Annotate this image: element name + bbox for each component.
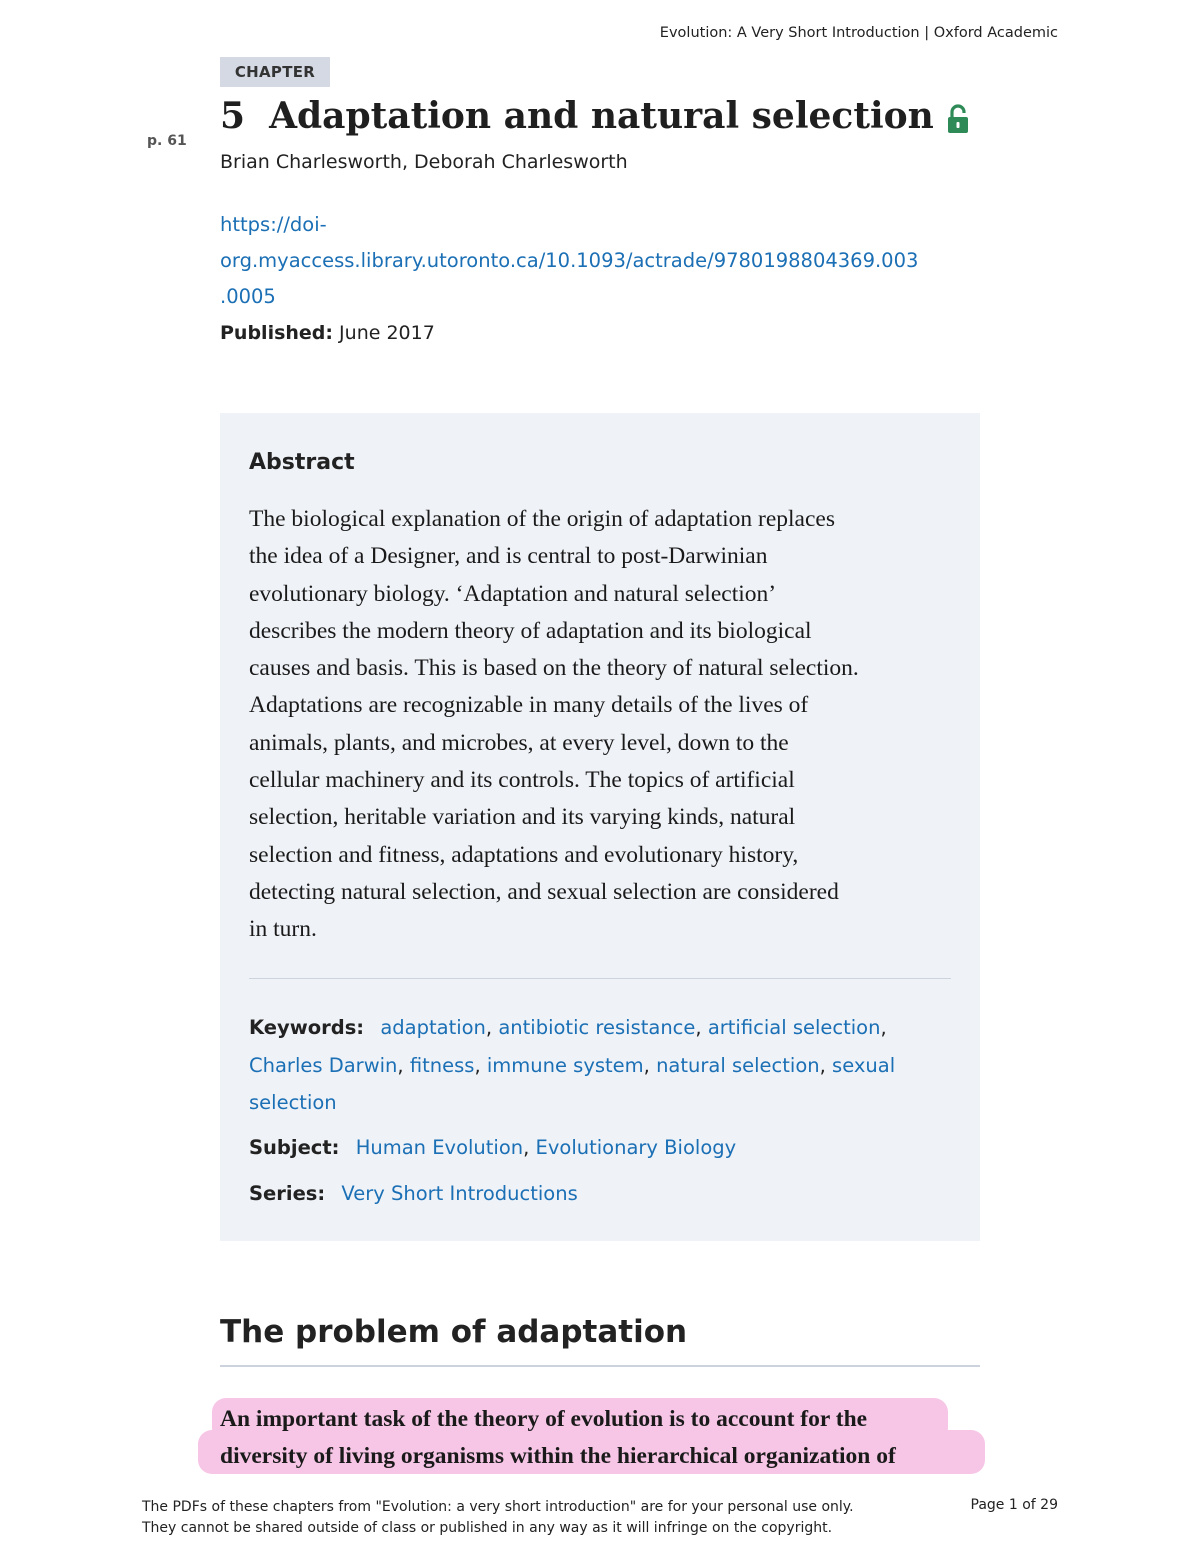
footer-note-line: They cannot be shared outside of class or published in any way as it will infringe on the copyright. [142,1520,833,1536]
abstract-heading: Abstract [249,450,355,475]
page-number: Page 1 of 29 [970,1497,1058,1513]
abstract-line: in turn. [249,916,317,943]
running-header: Evolution: A Very Short Introduction | Oxford Academic [659,25,1058,41]
section-heading: The problem of adaptation [220,1314,688,1350]
keywords-label: Keywords: [249,1016,365,1039]
published-label: Published: [220,322,333,344]
subject-label: Subject: [249,1136,340,1159]
abstract-line: The biological explanation of the origin of adaptation replaces [249,506,835,532]
page-marker: p. 61 [147,133,187,149]
abstract-line: describes the modern theory of adaptation and its biological [249,617,812,644]
keyword-link[interactable]: artificial selection [707,1016,881,1039]
abstract-line: the idea of a Designer, and is central to post-Darwinian [249,543,768,570]
keywords-row: Keywords: adaptation, antibiotic resistance, artificial selection, Charles Darwin, fitness, immune system, natural selection, sexual selection [249,1016,896,1114]
chapter-authors: Brian Charlesworth, Deborah Charlesworth [220,151,628,173]
abstract-panel [220,413,980,1241]
chapter-title-text: Adaptation and natural selection [269,95,934,137]
doi-line[interactable]: org.myaccess.library.utoronto.ca/10.1093/actrade/9780198804369.003 [220,249,919,272]
doi-line[interactable]: .0005 [220,285,276,308]
body-line: An important task of the theory of evolution is to account for the [220,1406,868,1432]
abstract-line: Adaptations are recognizable in many details of the lives of [249,692,809,719]
abstract-line: causes and basis. This is based on the theory of natural selection. [249,655,859,682]
abstract-line: detecting natural selection, and sexual selection are considered [249,878,839,905]
abstract-line: cellular machinery and its controls. The topics of artificial [249,767,795,794]
abstract-text [249,501,961,949]
body-line: diversity of living organisms within the hierarchical organization of [220,1443,896,1469]
published-date [220,322,435,344]
abstract-divider [249,978,951,979]
chapter-number: 5 [220,95,246,137]
keyword-link[interactable]: natural selection [656,1053,820,1077]
footer-copyright-note [142,1497,854,1539]
doi-link[interactable] [220,207,980,315]
abstract-line: selection, heritable variation and its varying kinds, natural [249,804,796,831]
series-row [249,1175,949,1213]
abstract-line: evolutionary biology. ‘Adaptation and natural selection’ [249,580,777,607]
keyword-link[interactable]: sexual selection [249,1053,896,1114]
published-value: June 2017 [339,322,435,344]
chapter-title [220,95,970,137]
subject-link[interactable]: Evolutionary Biology [535,1136,737,1159]
abstract-line: animals, plants, and microbes, at every level, down to the [249,729,789,756]
subject-link[interactable]: Human Evolution [355,1136,524,1159]
keyword-link[interactable]: fitness [409,1053,475,1077]
open-access-lock-icon [946,101,970,131]
keyword-link[interactable]: immune system [486,1053,644,1077]
abstract-line: selection and fitness, adaptations and evolutionary history, [249,841,799,868]
doi-line[interactable]: https://doi- [220,213,327,236]
keyword-link[interactable]: adaptation [380,1016,486,1039]
keyword-link[interactable]: Charles Darwin [249,1053,398,1077]
chapter-tag: CHAPTER [220,57,330,87]
footer-note-line: The PDFs of these chapters from "Evolution: a very short introduction" are for your personal use only. [142,1499,854,1515]
section-body-text [220,1401,980,1475]
subject-row: Subject: Human Evolution, Evolutionary Biology [249,1136,737,1159]
series-label: Series: [249,1182,326,1205]
keyword-link[interactable]: antibiotic resistance [498,1016,696,1039]
section-divider [220,1365,980,1367]
series-link[interactable]: Very Short Introductions [341,1182,578,1205]
